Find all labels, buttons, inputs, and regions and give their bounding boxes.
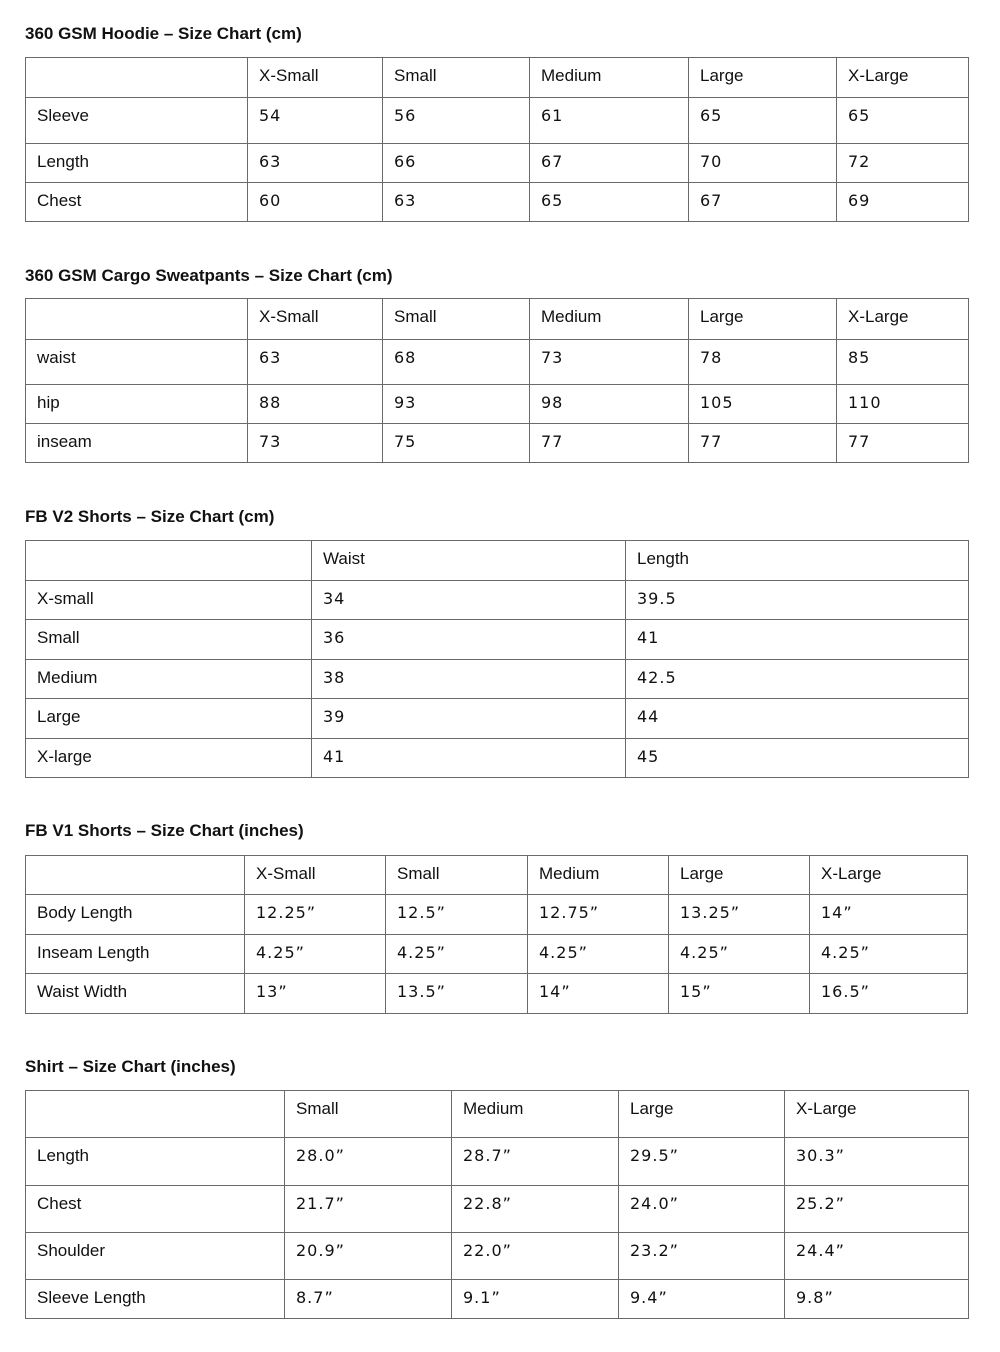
row-label: Sleeve bbox=[26, 98, 248, 144]
sweatpants-chart-title: 360 GSM Cargo Sweatpants – Size Chart (cm) bbox=[25, 266, 393, 285]
table-row bbox=[26, 739, 969, 778]
table-row bbox=[26, 183, 969, 222]
header-cell: Medium bbox=[530, 58, 689, 98]
table-cell: 12.5” bbox=[386, 895, 528, 935]
table-cell: 24.4” bbox=[785, 1233, 969, 1280]
header-cell: Medium bbox=[528, 856, 669, 895]
table-cell: 39.5 bbox=[626, 581, 969, 620]
fb-v1-shorts-size-table bbox=[25, 855, 968, 1014]
row-label: Sleeve Length bbox=[26, 1280, 285, 1319]
table-cell: 69 bbox=[837, 183, 969, 222]
table-cell: 25.2” bbox=[785, 1186, 969, 1233]
row-label: Small bbox=[26, 620, 312, 660]
table-cell: 67 bbox=[530, 144, 689, 183]
header-cell: Medium bbox=[452, 1091, 619, 1138]
table-row bbox=[26, 699, 969, 739]
table-header-row bbox=[26, 1091, 969, 1138]
table-cell: 21.7” bbox=[285, 1186, 452, 1233]
row-label: Large bbox=[26, 699, 312, 739]
table-cell: 9.8” bbox=[785, 1280, 969, 1319]
table-cell: 68 bbox=[383, 340, 530, 385]
table-row bbox=[26, 581, 969, 620]
table-cell: 38 bbox=[312, 660, 626, 699]
row-label: inseam bbox=[26, 424, 248, 463]
table-cell: 105 bbox=[689, 385, 837, 424]
table-cell: 77 bbox=[837, 424, 969, 463]
table-row bbox=[26, 660, 969, 699]
header-cell bbox=[26, 299, 248, 340]
row-label: Length bbox=[26, 144, 248, 183]
header-cell: Large bbox=[619, 1091, 785, 1138]
table-cell: 29.5” bbox=[619, 1138, 785, 1186]
header-cell: Small bbox=[383, 299, 530, 340]
row-label: Body Length bbox=[26, 895, 245, 935]
header-cell: Medium bbox=[530, 299, 689, 340]
table-cell: 93 bbox=[383, 385, 530, 424]
table-cell: 22.8” bbox=[452, 1186, 619, 1233]
table-cell: 98 bbox=[530, 385, 689, 424]
table-cell: 63 bbox=[248, 144, 383, 183]
table-cell: 34 bbox=[312, 581, 626, 620]
fb-v2-shorts-size-table bbox=[25, 540, 969, 778]
row-label: X-large bbox=[26, 739, 312, 778]
table-row bbox=[26, 974, 968, 1014]
table-cell: 13.25” bbox=[669, 895, 810, 935]
table-row bbox=[26, 98, 969, 144]
hoodie-chart-title: 360 GSM Hoodie – Size Chart (cm) bbox=[25, 24, 302, 43]
table-cell: 60 bbox=[248, 183, 383, 222]
hoodie-size-table bbox=[25, 57, 969, 222]
table-cell: 13.5” bbox=[386, 974, 528, 1014]
row-label: waist bbox=[26, 340, 248, 385]
table-row bbox=[26, 895, 968, 935]
table-row bbox=[26, 424, 969, 463]
table-cell: 66 bbox=[383, 144, 530, 183]
table-cell: 22.0” bbox=[452, 1233, 619, 1280]
table-cell: 67 bbox=[689, 183, 837, 222]
table-row bbox=[26, 340, 969, 385]
table-cell: 12.75” bbox=[528, 895, 669, 935]
table-row bbox=[26, 620, 969, 660]
table-cell: 30.3” bbox=[785, 1138, 969, 1186]
shirt-size-table bbox=[25, 1090, 969, 1319]
table-cell: 88 bbox=[248, 385, 383, 424]
table-cell: 65 bbox=[689, 98, 837, 144]
table-cell: 41 bbox=[626, 620, 969, 660]
table-row bbox=[26, 385, 969, 424]
table-cell: 70 bbox=[689, 144, 837, 183]
row-label: Length bbox=[26, 1138, 285, 1186]
table-cell: 14” bbox=[810, 895, 968, 935]
row-label: Inseam Length bbox=[26, 935, 245, 974]
row-label: Chest bbox=[26, 1186, 285, 1233]
header-cell: X-Small bbox=[248, 299, 383, 340]
table-cell: 36 bbox=[312, 620, 626, 660]
table-cell: 45 bbox=[626, 739, 969, 778]
table-header-row bbox=[26, 856, 968, 895]
table-cell: 8.7” bbox=[285, 1280, 452, 1319]
table-cell: 23.2” bbox=[619, 1233, 785, 1280]
table-cell: 39 bbox=[312, 699, 626, 739]
header-cell bbox=[26, 856, 245, 895]
table-cell: 13” bbox=[245, 974, 386, 1014]
table-cell: 77 bbox=[689, 424, 837, 463]
table-row bbox=[26, 144, 969, 183]
row-label: Waist Width bbox=[26, 974, 245, 1014]
header-cell: Large bbox=[669, 856, 810, 895]
table-row bbox=[26, 1280, 969, 1319]
header-cell: X-Small bbox=[248, 58, 383, 98]
table-cell: 14” bbox=[528, 974, 669, 1014]
table-cell: 24.0” bbox=[619, 1186, 785, 1233]
sweatpants-size-table bbox=[25, 298, 969, 463]
header-cell: X-Large bbox=[837, 299, 969, 340]
table-cell: 54 bbox=[248, 98, 383, 144]
table-cell: 73 bbox=[248, 424, 383, 463]
table-cell: 85 bbox=[837, 340, 969, 385]
table-row bbox=[26, 1138, 969, 1186]
table-cell: 9.1” bbox=[452, 1280, 619, 1319]
table-cell: 61 bbox=[530, 98, 689, 144]
header-cell bbox=[26, 1091, 285, 1138]
table-cell: 65 bbox=[837, 98, 969, 144]
header-cell: Small bbox=[285, 1091, 452, 1138]
table-cell: 4.25” bbox=[386, 935, 528, 974]
row-label: X-small bbox=[26, 581, 312, 620]
table-cell: 4.25” bbox=[669, 935, 810, 974]
table-row bbox=[26, 1186, 969, 1233]
table-row bbox=[26, 935, 968, 974]
table-cell: 110 bbox=[837, 385, 969, 424]
header-cell: Small bbox=[383, 58, 530, 98]
fb-v2-shorts-chart-title: FB V2 Shorts – Size Chart (cm) bbox=[25, 507, 275, 526]
header-cell: X-Large bbox=[837, 58, 969, 98]
header-cell: X-Large bbox=[785, 1091, 969, 1138]
header-cell: Small bbox=[386, 856, 528, 895]
table-cell: 20.9” bbox=[285, 1233, 452, 1280]
table-cell: 15” bbox=[669, 974, 810, 1014]
table-cell: 28.0” bbox=[285, 1138, 452, 1186]
table-cell: 41 bbox=[312, 739, 626, 778]
table-header-row bbox=[26, 58, 969, 98]
table-cell: 75 bbox=[383, 424, 530, 463]
table-cell: 63 bbox=[248, 340, 383, 385]
table-cell: 9.4” bbox=[619, 1280, 785, 1319]
table-cell: 42.5 bbox=[626, 660, 969, 699]
header-cell: X-Large bbox=[810, 856, 968, 895]
header-cell: Large bbox=[689, 299, 837, 340]
table-cell: 4.25” bbox=[528, 935, 669, 974]
table-cell: 16.5” bbox=[810, 974, 968, 1014]
table-cell: 77 bbox=[530, 424, 689, 463]
shirt-chart-title: Shirt – Size Chart (inches) bbox=[25, 1057, 236, 1076]
table-cell: 12.25” bbox=[245, 895, 386, 935]
row-label: Chest bbox=[26, 183, 248, 222]
table-cell: 4.25” bbox=[810, 935, 968, 974]
header-cell: Waist bbox=[312, 541, 626, 581]
row-label: Shoulder bbox=[26, 1233, 285, 1280]
header-cell bbox=[26, 58, 248, 98]
table-cell: 63 bbox=[383, 183, 530, 222]
table-cell: 28.7” bbox=[452, 1138, 619, 1186]
table-cell: 44 bbox=[626, 699, 969, 739]
table-cell: 73 bbox=[530, 340, 689, 385]
row-label: Medium bbox=[26, 660, 312, 699]
row-label: hip bbox=[26, 385, 248, 424]
table-header-row bbox=[26, 541, 969, 581]
table-cell: 78 bbox=[689, 340, 837, 385]
fb-v1-shorts-chart-title: FB V1 Shorts – Size Chart (inches) bbox=[25, 821, 304, 840]
header-cell: Large bbox=[689, 58, 837, 98]
table-cell: 65 bbox=[530, 183, 689, 222]
header-cell bbox=[26, 541, 312, 581]
table-cell: 56 bbox=[383, 98, 530, 144]
table-cell: 4.25” bbox=[245, 935, 386, 974]
header-cell: Length bbox=[626, 541, 969, 581]
table-cell: 72 bbox=[837, 144, 969, 183]
table-row bbox=[26, 1233, 969, 1280]
header-cell: X-Small bbox=[245, 856, 386, 895]
table-header-row bbox=[26, 299, 969, 340]
